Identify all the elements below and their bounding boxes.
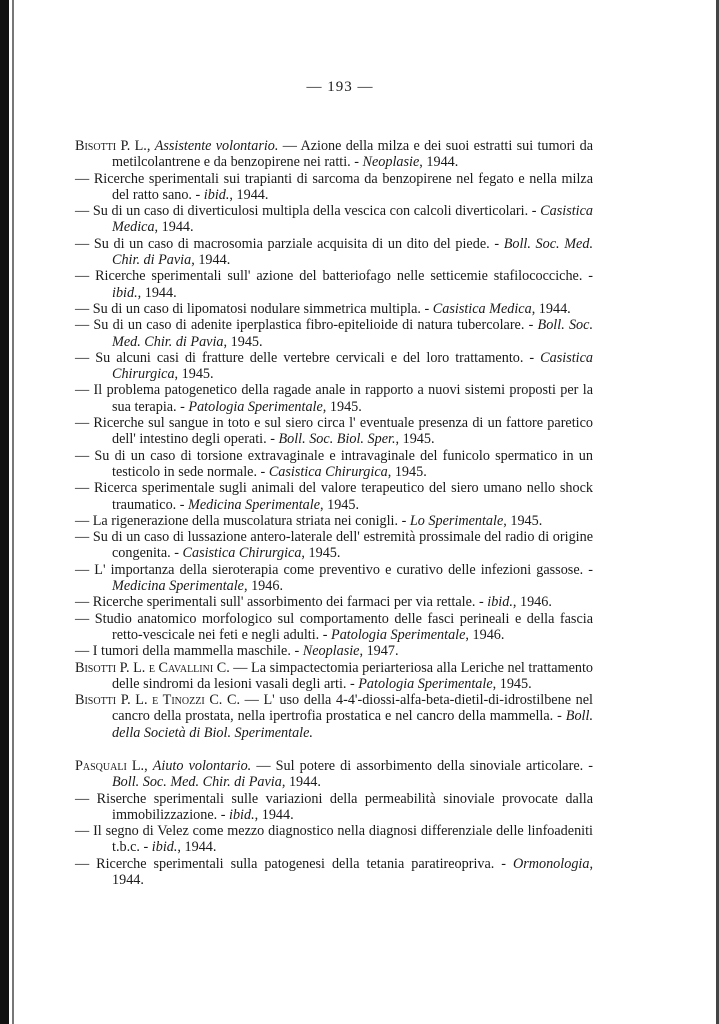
bibliography-entry bbox=[75, 856, 593, 889]
entry-text: — La simpactectomia periarteriosa alla Leriche nel trattamento delle sindromi da lesioni vasali degli arti. - bbox=[112, 659, 593, 692]
entry-text: — Ricerche sperimentali sull' azione del batteriofago nelle setticemie stafilococciche. - bbox=[75, 268, 593, 285]
entry-text: — Su di un caso di lussazione antero-laterale dell' estremità prossimale del radio di origine congenita. - bbox=[75, 529, 593, 562]
entry-text: , 1944. bbox=[191, 252, 231, 269]
entry-text: , 1947. bbox=[359, 643, 399, 660]
bibliography-entry bbox=[75, 594, 593, 610]
bibliography-entry bbox=[75, 611, 593, 644]
entry-italic-text: Boll. Soc. Med. Chir. di Pavia bbox=[112, 235, 593, 269]
entry-italic-text: Neoplasie bbox=[362, 154, 420, 171]
bibliography-entry bbox=[75, 415, 593, 448]
bibliography-entry bbox=[75, 692, 593, 741]
entry-author: Bisotti P. L., bbox=[75, 138, 155, 154]
entry-text: , 1944. bbox=[177, 839, 217, 856]
entry-text: — Su alcuni casi di fratture delle vertebre cervicali e del loro trattamento. - bbox=[75, 349, 541, 366]
entry-italic-text: Boll. Soc. Biol. Sper. bbox=[278, 431, 396, 448]
entry-text: , 1945. bbox=[223, 333, 263, 350]
bibliography-entry bbox=[75, 643, 593, 659]
entry-italic-text: Lo Sperimentale bbox=[409, 512, 504, 529]
entry-italic-text: Patologia Sperimentale bbox=[188, 398, 323, 415]
entry-text: — Il problema patogenetico della ragade anale in rapporto a nuovi sistemi proposti per la sua terapia. - bbox=[75, 382, 593, 415]
entry-italic-text: Casistica Medica bbox=[112, 203, 593, 236]
bibliography-entry bbox=[75, 382, 593, 415]
entry-text: , 1944. bbox=[112, 855, 593, 889]
entry-text: — Sul potere di assorbimento della sinoviale articolare. - bbox=[251, 757, 593, 774]
entry-italic-text: ibid. bbox=[151, 839, 178, 856]
entry-text: — Su di un caso di lipomatosi nodulare simmetrica multipla. - bbox=[75, 300, 433, 317]
entry-text: — Ricerche sperimentali sulla patogenesi della tetania paratireopriva. - bbox=[75, 855, 513, 872]
entry-text: — Ricerche sperimentali sui trapianti di sarcoma da benzopirene nel fegato e nella milza del ratto sano. - bbox=[75, 170, 593, 203]
entry-italic-text: ibid. bbox=[229, 806, 255, 823]
entry-text: — Su di un caso di diverticulosi multipla della vescica con calcoli diverticolari. - bbox=[75, 203, 541, 220]
entry-italic-text: Casistica Chirurgica bbox=[268, 463, 388, 480]
entry-text: , 1945. bbox=[503, 512, 543, 529]
entry-text: , 1944. bbox=[419, 154, 459, 171]
bibliography-entry bbox=[75, 171, 593, 204]
bibliography-entry bbox=[75, 138, 593, 171]
entry-italic-text: Boll. Soc. Med. Chir. di Pavia bbox=[112, 774, 282, 791]
entry-text: — Su di un caso di torsione extravaginale e intravaginale del funicolo spermatico in un testicolo in sede normale. - bbox=[75, 447, 593, 480]
entry-italic-text: ibid. bbox=[112, 284, 138, 301]
scan-edge-line bbox=[12, 0, 14, 1024]
entry-text: — Su di un caso di adenite iperplastica fibro-epitelioide di natura tubercolare. - bbox=[75, 317, 538, 334]
entry-italic-text: Casistica Medica bbox=[432, 300, 532, 317]
entry-italic-text: Assistente volontario. bbox=[154, 138, 279, 154]
entry-text: — Ricerche sperimentali sull' assorbimento dei farmaci per via rettale. - bbox=[75, 594, 488, 611]
entry-italic-text: Boll. Soc. Med. Chir. di Pavia bbox=[112, 317, 593, 350]
entry-text: , 1945. bbox=[387, 463, 427, 480]
entry-text: — L' importanza della sieroterapia come preventivo e curativo delle infezioni gassose. - bbox=[75, 561, 593, 578]
entry-text: , 1945. bbox=[320, 496, 360, 513]
entry-text: , 1945. bbox=[174, 366, 214, 383]
entry-text: — L' uso della 4-4'-diossi-alfa-beta-dietil-di-idrostilbene nel cancro della prostata, nella ipertrofia prostatica e nel cancro della mammella. - bbox=[112, 692, 593, 725]
bibliography-list bbox=[75, 138, 593, 888]
entry-text: , 1946. bbox=[512, 594, 552, 611]
bibliography-entry bbox=[75, 660, 593, 693]
entry-italic-text: Neoplasie bbox=[302, 643, 360, 660]
entry-text: , 1945. bbox=[492, 675, 532, 692]
bibliography-entry bbox=[75, 562, 593, 595]
entry-author: Pasquali L., bbox=[75, 757, 153, 774]
entry-text: , 1944. bbox=[254, 806, 294, 823]
entry-italic-text: ibid. bbox=[203, 186, 230, 203]
entry-text: , 1945. bbox=[301, 545, 341, 562]
entry-italic-text: Medicina Sperimentale bbox=[112, 578, 244, 595]
entry-text: — Ricerca sperimentale sugli animali del valore terapeutico del siero umano nello shock traumatico. - bbox=[75, 480, 593, 513]
entry-author: Bisotti P. L. e Cavallini C. bbox=[75, 659, 230, 676]
entry-text: , 1944. bbox=[531, 300, 571, 317]
entry-text: — Riserche sperimentali sulle variazioni della permeabilità sinoviale provocate dalla immobilizzazione. - bbox=[75, 790, 593, 823]
entry-italic-text: Aiuto volontario. bbox=[152, 757, 252, 774]
bibliography-entry bbox=[75, 268, 593, 301]
entry-text: — Su di un caso di macrosomia parziale acquisita di un dito del piede. - bbox=[75, 235, 504, 252]
bibliography-entry bbox=[75, 203, 593, 236]
bibliography-entry bbox=[75, 317, 593, 350]
entry-text: , 1945. bbox=[395, 431, 435, 448]
entry-italic-text: Ormonologia bbox=[512, 855, 590, 872]
entry-italic-text: Casistica Chirurgica bbox=[182, 545, 302, 562]
bibliography-entry bbox=[75, 350, 593, 383]
entry-text: — I tumori della mammella maschile. - bbox=[75, 643, 303, 660]
entry-italic-text: Patologia Sperimentale bbox=[331, 626, 466, 643]
bibliography-entry bbox=[75, 529, 593, 562]
bibliography-entry bbox=[75, 480, 593, 513]
bibliography-entry bbox=[75, 301, 593, 317]
bibliography-entry bbox=[75, 236, 593, 269]
entry-text: — La rigenerazione della muscolatura striata nei conigli. - bbox=[75, 512, 410, 529]
entry-italic-text: ibid. bbox=[487, 594, 513, 611]
entry-italic-text: Patologia Sperimentale bbox=[358, 675, 493, 692]
entry-text: , 1944. bbox=[229, 186, 269, 203]
entry-text: , 1945. bbox=[322, 398, 362, 415]
entry-text: , 1946. bbox=[465, 626, 505, 643]
entry-text: — Ricerche sul sangue in toto e sul siero circa l' eventuale presenza di un fattore paretico dell' intestino degli operati. - bbox=[75, 415, 593, 448]
entry-text: — Azione della milza e dei suoi estratti sui tumori da metilcolantrene e da benzopirene nei ratti. - bbox=[112, 138, 594, 171]
bibliography-entry bbox=[75, 791, 593, 824]
entry-text: — Il segno di Velez come mezzo diagnostico nella diagnosi differenziale delle linfoadeniti t.b.c. - bbox=[75, 823, 593, 856]
page-number: — 193 — bbox=[306, 79, 374, 95]
bibliography-entry bbox=[75, 758, 593, 791]
entry-author: Bisotti P. L. e Tinozzi C. C. bbox=[75, 692, 241, 709]
entry-text: — Studio anatomico morfologico sul comportamento delle fasci perineali e della fascia retto-vescicale nei feti e negli adulti. - bbox=[75, 610, 593, 643]
entry-text: , 1946. bbox=[243, 578, 283, 595]
entry-italic-text: Medicina Sperimentale bbox=[188, 496, 321, 513]
scan-edge-left bbox=[0, 0, 9, 1024]
entry-italic-text: Boll. della Società di Biol. Sperimentale. bbox=[112, 708, 593, 741]
entry-text: , 1944. bbox=[137, 284, 177, 301]
bibliography-entry bbox=[75, 513, 593, 529]
bibliography-entry bbox=[75, 448, 593, 481]
entry-text: , 1944. bbox=[281, 774, 321, 791]
entry-italic-text: Casistica Chirurgica bbox=[112, 349, 593, 383]
bibliography-entry bbox=[75, 823, 593, 856]
entry-text: , 1944. bbox=[154, 219, 194, 236]
